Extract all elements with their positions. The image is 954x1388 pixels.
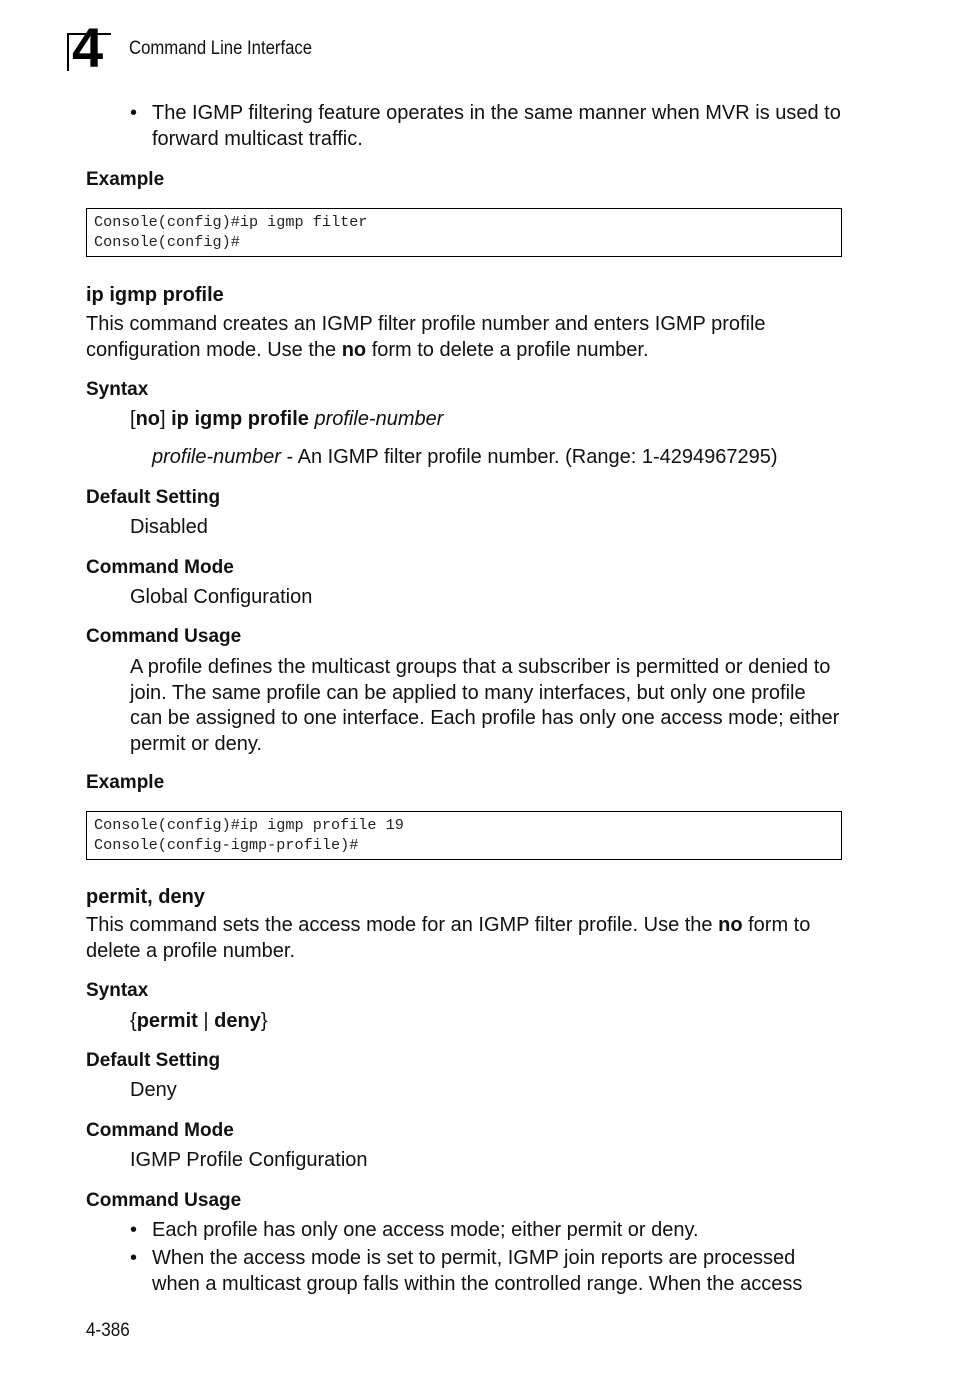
command-mode-value: IGMP Profile Configuration [130,1149,368,1171]
usage-bullet-2: When the access mode is set to permit, IGMP join reports are processed when a multicast group falls within the controlled range. When the access [152,1247,803,1295]
default-setting-value: Disabled [130,516,208,538]
running-header-title: Command Line Interface [129,38,313,59]
command-title-ip-igmp-profile: ip igmp profile [86,284,224,306]
code-line: Console(config)#ip igmp profile 19 [94,816,404,834]
usage-bullet-1: Each profile has only one access mode; either permit or deny. [152,1219,699,1241]
code-line: Console(config-igmp-profile)# [94,836,359,854]
command-mode-heading: Command Mode [86,557,234,578]
parameter-description: profile-number - An IGMP filter profile number. (Range: 1-4294967295) [152,446,778,468]
permit-description: This command sets the access mode for an IGMP filter profile. Use the no form to delete a profile number. [86,914,811,962]
command-usage-heading: Command Usage [86,626,242,647]
syntax-line: [no] ip igmp profile profile-number [130,408,444,430]
profile-description: This command creates an IGMP filter profile number and enters IGMP profile configuration mode. Use the no form to delete a profile number. [86,313,766,361]
intro-bullet-text: The IGMP filtering feature operates in the same manner when MVR is used to forward multicast traffic. [152,102,841,150]
page-number: 4-386 [86,1320,130,1341]
command-usage-heading: Command Usage [86,1190,242,1211]
chapter-number: 4 [72,16,104,79]
default-setting-value: Deny [130,1079,177,1101]
code-block-filter [86,208,842,257]
syntax-heading: Syntax [86,980,149,1001]
syntax-line: {permit | deny} [130,1010,268,1032]
example-heading: Example [86,772,165,793]
bullet-marker: • [130,102,138,124]
code-line: Console(config)# [94,233,240,251]
code-block-profile [86,811,842,860]
default-setting-heading: Default Setting [86,1050,221,1071]
code-line: Console(config)#ip igmp filter [94,213,368,231]
command-mode-value: Global Configuration [130,586,313,608]
bullet-marker: • [130,1219,138,1241]
example-heading: Example [86,169,165,190]
syntax-heading: Syntax [86,379,149,400]
command-mode-heading: Command Mode [86,1120,234,1141]
command-usage-text: A profile defines the multicast groups that a subscriber is permitted or denied to join. The same profile can be applied to many interfaces, but only one profile can be assigned to one interface. Each profile has only one access mode; either permit or deny. [130,656,840,755]
command-title-permit-deny: permit, deny [86,886,205,908]
default-setting-heading: Default Setting [86,487,221,508]
bullet-marker: • [130,1247,138,1269]
